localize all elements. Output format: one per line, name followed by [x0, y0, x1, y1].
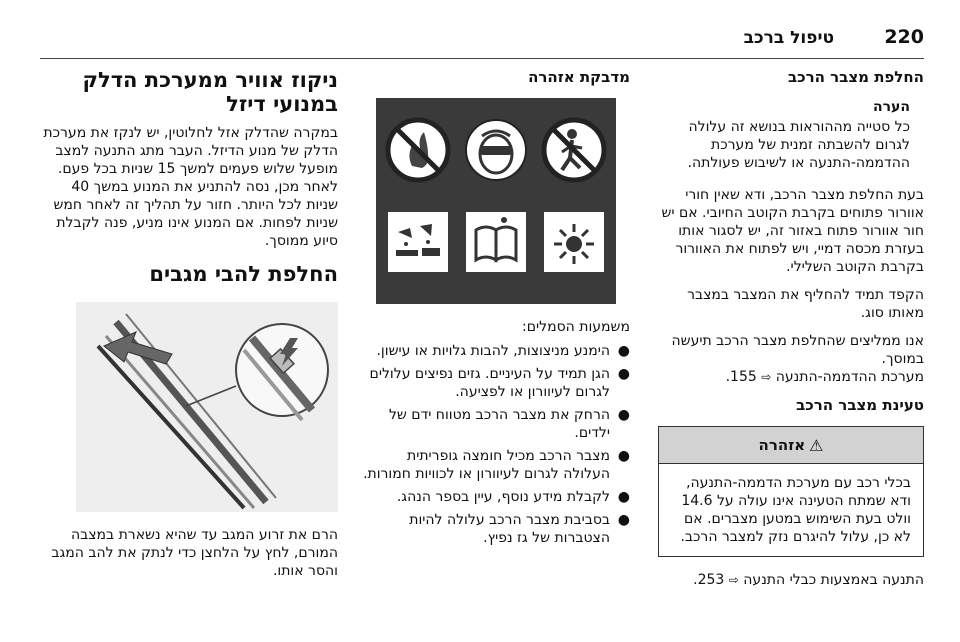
keep-children-away-icon — [544, 120, 604, 180]
bullet-icon: ● — [617, 407, 630, 423]
list-item-text: לקבלת מידע נוסף, עיין בספר הנהג. — [396, 489, 610, 505]
no-fire-icon — [388, 120, 448, 180]
list-item — [358, 511, 630, 547]
header-divider — [40, 58, 924, 59]
note-title: הערה — [873, 99, 910, 115]
explosive-gas-icon — [544, 212, 604, 272]
garage-paragraph: אנו ממליצים שהחלפת מצבר הרכב תיעשה במוסך. מערכת ההדממה-התנעה ⇨ 155. — [671, 333, 924, 385]
fuel-bleed-heading-line1: ניקוז אוויר ממערכת הדלק — [82, 68, 338, 92]
bullet-icon: ● — [617, 448, 630, 464]
ref-arrow-icon: ⇨ — [728, 573, 739, 587]
vent-paragraph: בעת החלפת מצבר הרכב, ודא שאין חורי אוורור פתוחים בקרבת הקוטב החיובי. אם יש חור אוורור פתוח באזור זה, יש לסגור אותו בעזרת מכסה דמיי, ויש לפתוח את האוורור בקרבת הקוטב השלילי. — [661, 187, 924, 275]
list-item-text: בסביבת מצבר הרכב עלולה להיות הצטברות של גז נפיץ. — [409, 512, 610, 546]
symbols-list — [358, 342, 630, 547]
jump-start-ref: התנעה באמצעות כבלי התנעה — [743, 572, 924, 588]
list-item — [358, 406, 630, 442]
jump-start-ref-line: התנעה באמצעות כבלי התנעה ⇨ 253. — [693, 572, 924, 588]
fuel-bleed-heading — [36, 68, 338, 116]
same-type-paragraph: הקפד תמיד להחליף את המצבר במצבר מאותו סוג. — [687, 287, 924, 321]
corrosive-icon — [388, 212, 448, 272]
eye-protection-icon — [466, 120, 526, 180]
warning-box — [658, 426, 924, 557]
bullet-icon: ● — [617, 489, 630, 505]
stop-start-page: 155 — [730, 369, 757, 385]
list-item — [358, 447, 630, 483]
fuel-bleed-paragraph: במקרה שהדלק אזל לחלוטין, יש לנקז את מערכת הדלק של מנוע הדיזל. העבר מתג התנעה למצב מופעל שלוש פעמים למשך 15 שניות בכל פעם. לאחר מכן, נסה להתניע את המנוע במשך 40 שניות לכל היותר. חזור על תהליך זה לאחר חמש שניות לפחות. אם המנוע אינו מניע, פנה לקבלת סיוע ממוסך. — [43, 125, 338, 249]
warning-symbols-svg — [376, 98, 616, 304]
list-item-text: הגן תמיד על העיניים. גזים נפיצים עלולים לגרום לעיוורון או לפציעה. — [369, 366, 610, 400]
wiper-blade-image — [76, 302, 338, 512]
battery-replacement-heading: החלפת מצבר הרכב — [787, 68, 924, 86]
wiper-paragraph: הרם את זרוע המגב עד שהיא נשארת במצבה המורם, לחץ על הלחצן כדי לנתק את להב המגב והסר אותו. — [51, 527, 338, 579]
wiper-blade-svg — [76, 302, 338, 512]
wiper-heading: החלפת להבי מגבים — [149, 262, 338, 286]
symbols-intro: משמעות הסמלים: — [521, 319, 630, 335]
read-manual-icon — [466, 212, 526, 272]
column-warning-label — [358, 68, 630, 552]
bullet-icon: ● — [617, 512, 630, 528]
page-number: 220 — [884, 26, 924, 48]
warning-header — [659, 427, 923, 464]
list-item-text: הרחק את מצבר הרכב מטווח ידם של ילדים. — [388, 407, 610, 441]
warning-symbols-image — [376, 98, 616, 304]
fuel-bleed-heading-line2: במנועי דיזל — [226, 92, 338, 116]
note-text: כל סטייה מההוראות בנושא זה עלולה לגרום להשבתה זמנית של מערכת ההדממה-התנעה או לשיבוש פעולתה. — [687, 119, 910, 171]
list-item — [358, 365, 630, 401]
warning-label-heading: מדבקת אזהרה — [528, 68, 630, 86]
page-header — [40, 22, 924, 62]
jump-start-page: 253 — [697, 572, 725, 588]
garage-text: אנו ממליצים שהחלפת מצבר הרכב תיעשה במוסך. — [671, 333, 924, 367]
column-fuel-and-wipers — [36, 68, 338, 590]
charging-heading: טעינת מצבר הרכב — [796, 396, 924, 414]
list-item — [358, 342, 630, 360]
list-item-text: הימנע מניצוצות, להבות גלויות או עישון. — [376, 343, 610, 359]
warning-triangle-icon: ⚠ — [809, 435, 824, 455]
bullet-icon: ● — [617, 343, 630, 359]
warning-title: אזהרה — [758, 436, 806, 454]
list-item — [358, 488, 630, 506]
section-title: טיפול ברכב — [743, 28, 834, 48]
bullet-icon: ● — [617, 366, 630, 382]
ref-arrow-icon: ⇨ — [761, 370, 772, 384]
column-battery-replacement — [658, 68, 924, 599]
stop-start-ref: מערכת ההדממה-התנעה — [775, 369, 924, 385]
warning-text: בכלי רכב עם מערכת הדממה-התנעה, ודא שמתח הטעינה אינו עולה על 14.6 וולט בעת השימוש במטען מצברים. אם לא כן, עלול להיגרם נזק למצבר הרכב. — [680, 475, 911, 545]
list-item-text: מצבר הרכב מכיל חומצה גופריתית העלולה לגרום לעיוורון או לכוויות חמורות. — [363, 448, 610, 482]
